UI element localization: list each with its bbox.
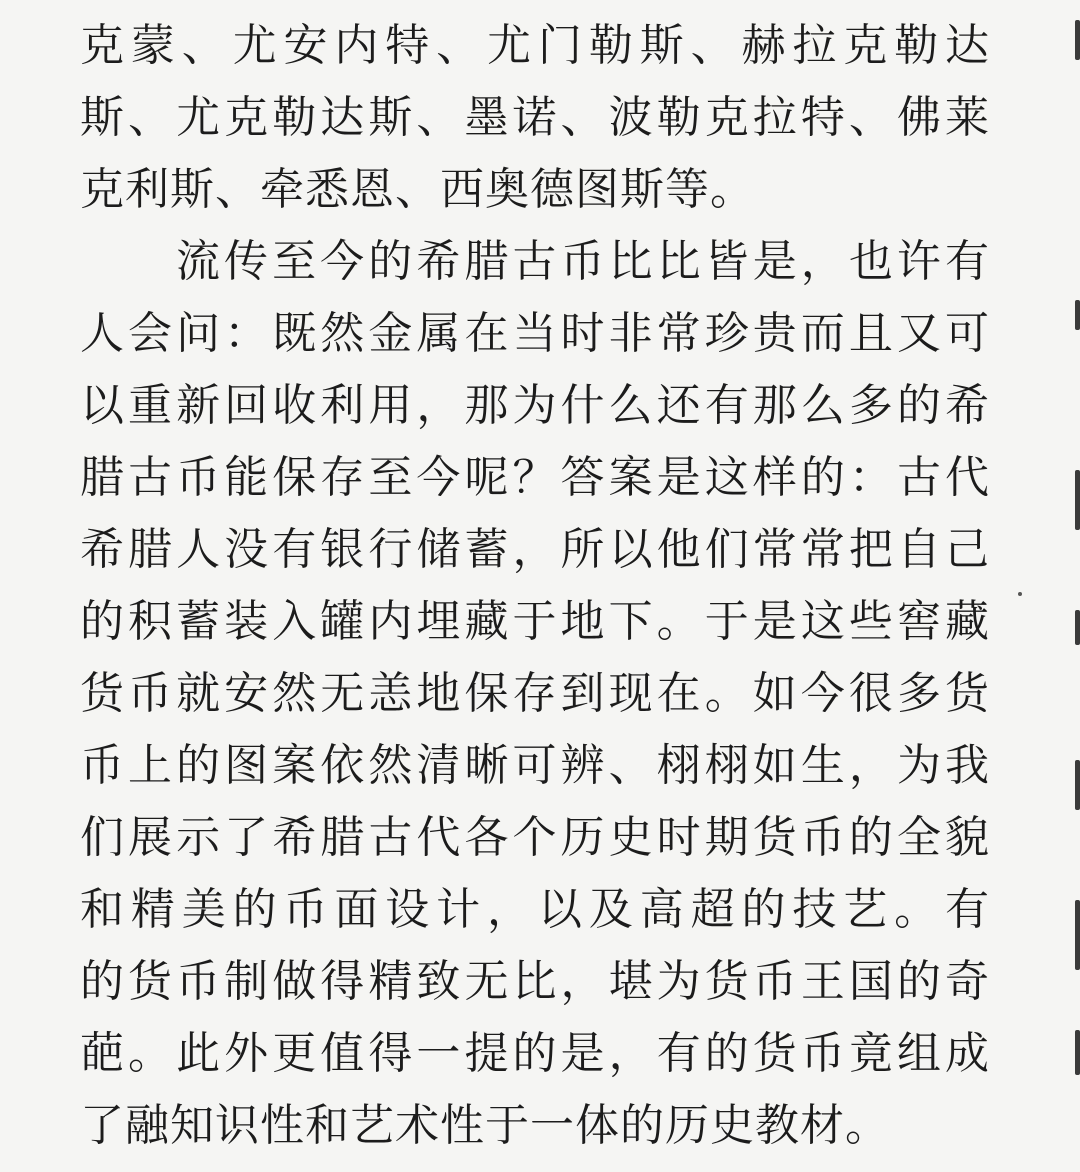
text-line-16: 了融知识性和艺术性于一体的历史教材。: [80, 1100, 890, 1151]
text-line-11: 币上的图案依然清晰可辨、栩栩如生，为我: [80, 740, 990, 791]
text-line-3: 克利斯、牵悉恩、西奥德图斯等。: [80, 164, 755, 215]
text-line-10: 货币就安然无恙地保存到现在。如今很多货: [80, 668, 990, 719]
text-line-7: 腊古币能保存至今呢？答案是这样的：古代: [80, 452, 990, 503]
body-text: [80, 10, 990, 1162]
scan-edge-mark: [1075, 300, 1080, 330]
text-line-13: 和精美的币面设计，以及高超的技艺。有: [80, 884, 990, 935]
scan-edge-mark: [1075, 20, 1080, 60]
scan-edge-mark: [1075, 760, 1080, 810]
text-line-6: 以重新回收利用，那为什么还有那么多的希: [80, 380, 990, 431]
scan-edge-mark: [1075, 900, 1080, 970]
text-line-8: 希腊人没有银行储蓄，所以他们常常把自己: [80, 524, 990, 575]
text-line-12: 们展示了希腊古代各个历史时期货币的全貌: [80, 812, 990, 863]
text-line-2: 斯、尤克勒达斯、墨诺、波勒克拉特、佛莱: [80, 92, 990, 143]
scan-speck: [1018, 592, 1022, 596]
text-line-9: 的积蓄装入罐内埋藏于地下。于是这些窖藏: [80, 596, 990, 647]
text-line-15: 葩。此外更值得一提的是，有的货币竟组成: [80, 1028, 990, 1079]
scan-edge-mark: [1075, 470, 1080, 530]
scan-edge-mark: [1075, 1030, 1080, 1075]
text-line-4: 流传至今的希腊古币比比皆是，也许有: [176, 236, 990, 287]
text-line-1: 克蒙、尤安内特、尤门勒斯、赫拉克勒达: [80, 20, 990, 71]
text-line-14: 的货币制做得精致无比，堪为货币王国的奇: [80, 956, 990, 1007]
text-line-5: 人会问：既然金属在当时非常珍贵而且又可: [80, 308, 990, 359]
scan-edge-mark: [1075, 610, 1080, 645]
